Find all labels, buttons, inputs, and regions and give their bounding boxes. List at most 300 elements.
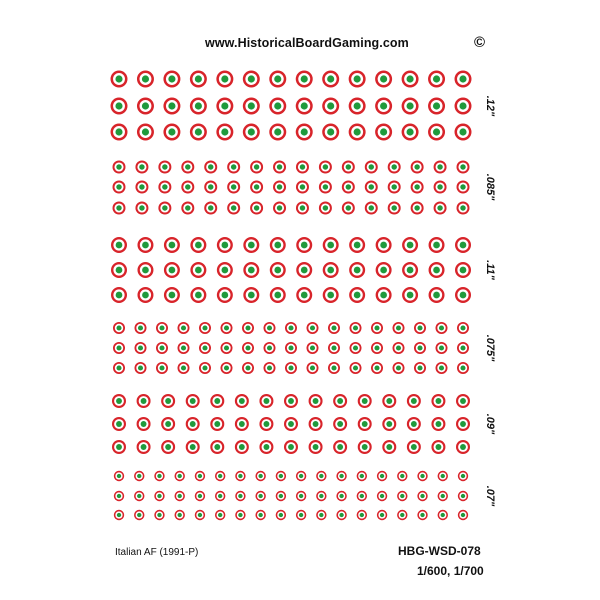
roundel-center — [400, 494, 404, 498]
roundel — [349, 262, 365, 278]
roundel — [414, 362, 426, 374]
roundel — [235, 394, 249, 408]
roundel-center — [380, 75, 387, 82]
roundel — [377, 491, 387, 501]
roundel-center — [288, 365, 293, 370]
roundel-center — [386, 421, 392, 427]
roundel — [175, 471, 185, 481]
roundel-center — [459, 128, 466, 135]
roundel — [113, 181, 126, 194]
roundel — [436, 362, 448, 374]
roundel-center — [116, 242, 123, 249]
roundel-center — [369, 164, 374, 169]
roundel — [190, 124, 207, 141]
roundel — [333, 417, 347, 431]
roundel-center — [362, 444, 368, 450]
roundel — [309, 394, 323, 408]
roundel-group — [111, 237, 496, 303]
roundel — [221, 362, 233, 374]
roundel — [417, 471, 427, 481]
roundel-center — [142, 267, 149, 274]
roundel — [285, 362, 297, 374]
roundel-center — [441, 494, 445, 498]
roundel-center — [391, 164, 396, 169]
roundel — [255, 491, 265, 501]
roundel — [388, 181, 401, 194]
roundel — [161, 394, 175, 408]
size-label: .11" — [484, 260, 496, 280]
roundel-center — [360, 474, 364, 478]
roundel — [307, 362, 319, 374]
copyright-icon: © — [474, 34, 486, 51]
roundel — [336, 471, 346, 481]
roundel — [243, 71, 260, 88]
roundel-center — [274, 102, 281, 109]
roundel — [112, 394, 126, 408]
roundel — [402, 98, 419, 115]
roundel — [438, 471, 448, 481]
roundel — [195, 471, 205, 481]
roundel — [111, 237, 127, 253]
roundel-center — [218, 513, 222, 517]
roundel — [328, 362, 340, 374]
roundel — [217, 237, 233, 253]
roundel — [235, 471, 245, 481]
roundel-center — [137, 513, 141, 517]
roundel-center — [460, 421, 466, 427]
roundel — [402, 262, 418, 278]
roundel-center — [437, 205, 442, 210]
roundel-center — [274, 242, 281, 249]
roundel — [273, 181, 286, 194]
roundel-center — [248, 128, 255, 135]
roundel-center — [115, 102, 122, 109]
roundel — [135, 161, 148, 174]
roundel — [264, 342, 276, 354]
roundel-center — [116, 345, 121, 350]
roundel — [429, 237, 445, 253]
roundel-center — [407, 242, 414, 249]
roundel-center — [331, 345, 336, 350]
roundel-center — [221, 75, 228, 82]
roundel — [156, 362, 168, 374]
roundel — [227, 181, 240, 194]
scale-info: 1/600, 1/700 — [417, 564, 484, 578]
roundel — [154, 510, 164, 520]
roundel-center — [238, 474, 242, 478]
roundel-center — [190, 421, 196, 427]
roundel-center — [224, 345, 229, 350]
roundel — [414, 342, 426, 354]
roundel-center — [461, 474, 465, 478]
roundel — [377, 510, 387, 520]
roundel — [215, 491, 225, 501]
roundel — [113, 322, 125, 334]
roundel-center — [327, 128, 334, 135]
roundel — [158, 161, 171, 174]
roundel — [455, 124, 472, 141]
roundel-center — [168, 75, 175, 82]
roundel — [436, 322, 448, 334]
roundel — [457, 181, 470, 194]
roundel — [181, 202, 194, 215]
roundel-center — [168, 128, 175, 135]
roundel — [178, 362, 190, 374]
size-label: .12" — [484, 95, 496, 117]
roundel — [455, 262, 471, 278]
roundel-center — [319, 513, 323, 517]
roundel-center — [339, 494, 343, 498]
roundel-center — [460, 292, 467, 299]
roundel-center — [380, 292, 387, 299]
roundel — [216, 98, 233, 115]
roundel — [163, 71, 180, 88]
roundel-center — [400, 513, 404, 517]
roundel-center — [195, 128, 202, 135]
roundel-center — [221, 128, 228, 135]
roundel-center — [202, 325, 207, 330]
roundel-center — [221, 267, 228, 274]
roundel — [322, 71, 339, 88]
roundel — [163, 124, 180, 141]
roundel — [393, 322, 405, 334]
roundel-center — [420, 513, 424, 517]
roundel — [181, 181, 194, 194]
roundel-center — [460, 345, 465, 350]
roundel-center — [254, 184, 259, 189]
roundel — [210, 440, 224, 454]
roundel — [111, 98, 128, 115]
roundel-center — [248, 292, 255, 299]
roundel-center — [162, 184, 167, 189]
roundel-center — [386, 444, 392, 450]
roundel — [135, 202, 148, 215]
roundel — [113, 342, 125, 354]
roundel-center — [310, 365, 315, 370]
roundel-center — [162, 205, 167, 210]
roundel-center — [157, 513, 161, 517]
roundel-group — [113, 322, 496, 374]
roundel-center — [181, 325, 186, 330]
roundel — [137, 237, 153, 253]
roundel-center — [319, 474, 323, 478]
roundel-center — [157, 494, 161, 498]
roundel — [113, 202, 126, 215]
roundel — [204, 202, 217, 215]
roundel-center — [218, 474, 222, 478]
roundel-group — [114, 471, 496, 520]
roundel-center — [323, 205, 328, 210]
roundel — [296, 237, 312, 253]
roundel — [319, 202, 332, 215]
roundel — [114, 491, 124, 501]
roundel — [134, 471, 144, 481]
roundel — [215, 510, 225, 520]
size-label: .07" — [484, 485, 496, 507]
roundel-center — [116, 184, 121, 189]
roundel — [154, 491, 164, 501]
roundel — [259, 440, 273, 454]
roundel-center — [439, 365, 444, 370]
roundel — [417, 491, 427, 501]
roundel-center — [245, 365, 250, 370]
roundel — [161, 440, 175, 454]
roundel-center — [159, 325, 164, 330]
roundel — [164, 237, 180, 253]
roundel-center — [288, 398, 294, 404]
roundel — [402, 237, 418, 253]
website-url: www.HistoricalBoardGaming.com — [205, 36, 409, 50]
roundel-center — [380, 128, 387, 135]
roundel-center — [277, 184, 282, 189]
roundel-center — [263, 398, 269, 404]
roundel — [156, 322, 168, 334]
roundel-center — [439, 325, 444, 330]
roundel — [428, 124, 445, 141]
roundel — [227, 202, 240, 215]
roundel — [250, 181, 263, 194]
roundel-center — [374, 345, 379, 350]
roundel-center — [310, 345, 315, 350]
roundel-center — [362, 398, 368, 404]
roundel-center — [407, 102, 414, 109]
roundel-center — [313, 444, 319, 450]
roundel — [156, 342, 168, 354]
roundel — [365, 202, 378, 215]
roundel-center — [116, 421, 122, 427]
roundel-center — [323, 184, 328, 189]
roundel — [377, 471, 387, 481]
roundel-center — [138, 345, 143, 350]
roundel — [137, 287, 153, 303]
roundel-center — [267, 345, 272, 350]
roundel-center — [374, 365, 379, 370]
roundel-center — [116, 205, 121, 210]
roundel-center — [414, 164, 419, 169]
roundel-center — [411, 398, 417, 404]
roundel — [204, 161, 217, 174]
roundel — [296, 161, 309, 174]
roundel — [296, 510, 306, 520]
roundel-center — [224, 325, 229, 330]
roundel-center — [327, 102, 334, 109]
roundel-center — [299, 513, 303, 517]
roundel — [199, 342, 211, 354]
roundel-center — [202, 365, 207, 370]
roundel-center — [165, 421, 171, 427]
roundel-center — [139, 184, 144, 189]
roundel — [217, 287, 233, 303]
roundel — [111, 262, 127, 278]
roundel — [276, 491, 286, 501]
roundel — [375, 124, 392, 141]
roundel — [285, 342, 297, 354]
roundel — [375, 71, 392, 88]
roundel-center — [353, 325, 358, 330]
roundel — [221, 342, 233, 354]
roundel-center — [115, 75, 122, 82]
roundel-center — [420, 494, 424, 498]
roundel-center — [258, 494, 262, 498]
roundel-center — [301, 292, 308, 299]
roundel-center — [138, 365, 143, 370]
roundel — [269, 98, 286, 115]
roundel — [458, 491, 468, 501]
roundel-center — [460, 325, 465, 330]
roundel — [397, 491, 407, 501]
roundel-center — [142, 75, 149, 82]
roundel-center — [299, 474, 303, 478]
roundel-center — [239, 398, 245, 404]
roundel-center — [195, 102, 202, 109]
roundel — [135, 322, 147, 334]
roundel — [285, 322, 297, 334]
roundel-center — [185, 164, 190, 169]
roundel — [350, 322, 362, 334]
roundel — [284, 440, 298, 454]
roundel — [235, 510, 245, 520]
roundel-group — [111, 71, 497, 141]
roundel-center — [221, 292, 228, 299]
roundel-center — [380, 494, 384, 498]
roundel-center — [354, 75, 361, 82]
roundel — [175, 491, 185, 501]
roundel — [349, 287, 365, 303]
roundel — [349, 71, 366, 88]
roundel-center — [288, 325, 293, 330]
roundel-center — [369, 184, 374, 189]
roundel-center — [214, 398, 220, 404]
roundel-center — [301, 267, 308, 274]
roundel — [296, 262, 312, 278]
roundel — [112, 417, 126, 431]
roundel — [358, 394, 372, 408]
roundel-center — [407, 128, 414, 135]
roundel-center — [417, 345, 422, 350]
roundel — [161, 417, 175, 431]
roundel-center — [159, 365, 164, 370]
roundel-center — [354, 242, 361, 249]
roundel — [111, 71, 128, 88]
roundel-center — [141, 444, 147, 450]
roundel-center — [202, 345, 207, 350]
roundel — [434, 161, 447, 174]
roundel — [309, 440, 323, 454]
roundel — [242, 342, 254, 354]
roundel — [111, 287, 127, 303]
roundel-center — [208, 184, 213, 189]
roundel — [137, 262, 153, 278]
roundel — [284, 417, 298, 431]
roundel-center — [327, 242, 334, 249]
roundel — [134, 510, 144, 520]
roundel — [411, 202, 424, 215]
roundel-center — [248, 75, 255, 82]
roundel — [397, 510, 407, 520]
roundel-center — [327, 75, 334, 82]
roundel — [195, 510, 205, 520]
roundel — [111, 124, 128, 141]
roundel-center — [460, 205, 465, 210]
roundel-center — [353, 365, 358, 370]
roundel-center — [323, 164, 328, 169]
roundel — [137, 394, 151, 408]
roundel — [375, 98, 392, 115]
roundel — [210, 417, 224, 431]
roundel — [269, 71, 286, 88]
roundel — [371, 342, 383, 354]
roundel-center — [354, 102, 361, 109]
roundel-center — [277, 205, 282, 210]
roundel-center — [168, 102, 175, 109]
roundel-center — [218, 494, 222, 498]
roundel-center — [157, 474, 161, 478]
roundel — [438, 491, 448, 501]
roundel — [163, 98, 180, 115]
roundel-center — [407, 75, 414, 82]
roundel — [259, 417, 273, 431]
roundel-center — [337, 444, 343, 450]
roundel-center — [353, 345, 358, 350]
roundel-center — [195, 242, 202, 249]
roundel-center — [248, 242, 255, 249]
roundel-center — [460, 365, 465, 370]
roundel-center — [396, 325, 401, 330]
roundel-center — [198, 474, 202, 478]
roundel — [216, 71, 233, 88]
roundel — [269, 124, 286, 141]
roundel-center — [138, 325, 143, 330]
roundel — [431, 394, 445, 408]
roundel — [411, 181, 424, 194]
roundel — [382, 417, 396, 431]
roundel-center — [185, 184, 190, 189]
roundel-center — [346, 164, 351, 169]
roundel-center — [380, 242, 387, 249]
roundel-center — [231, 205, 236, 210]
roundel — [186, 394, 200, 408]
roundel — [217, 262, 233, 278]
roundel — [276, 471, 286, 481]
roundel-center — [162, 164, 167, 169]
roundel — [243, 98, 260, 115]
roundel-center — [274, 292, 281, 299]
roundel — [154, 471, 164, 481]
roundel-center — [391, 184, 396, 189]
roundel-center — [380, 102, 387, 109]
roundel-center — [414, 205, 419, 210]
roundel-center — [411, 421, 417, 427]
roundel — [296, 181, 309, 194]
roundel — [190, 287, 206, 303]
roundel-center — [331, 325, 336, 330]
roundel-center — [208, 205, 213, 210]
roundel — [137, 417, 151, 431]
roundel — [376, 262, 392, 278]
roundel — [296, 98, 313, 115]
roundel — [113, 161, 126, 174]
roundel-center — [339, 474, 343, 478]
roundel — [333, 440, 347, 454]
roundel-center — [439, 345, 444, 350]
roundel — [204, 181, 217, 194]
roundel-center — [159, 345, 164, 350]
roundel-center — [437, 184, 442, 189]
roundel-center — [165, 444, 171, 450]
roundel-group — [113, 161, 497, 215]
roundel — [382, 440, 396, 454]
roundel — [227, 161, 240, 174]
